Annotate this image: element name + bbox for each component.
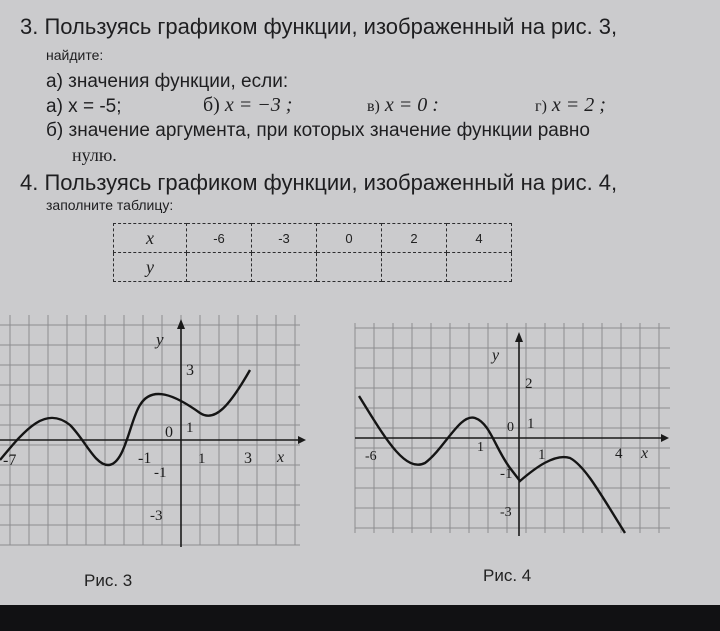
table-header-x: x — [114, 224, 187, 253]
table-cell-empty — [447, 253, 512, 282]
task3-part-a: а) значения функции, если: — [46, 71, 289, 92]
task3-item-d — [535, 94, 606, 117]
fig3-curve — [0, 370, 250, 465]
fig4-label-x: x — [641, 445, 649, 462]
fig4-label-yneg1: -1 — [500, 466, 513, 482]
task3-item-c-label: в) — [367, 98, 380, 115]
table-cell-empty — [382, 253, 447, 282]
task3-item-d-value: x = 2 ; — [551, 94, 606, 116]
task3-part-b-cont: нулю. — [72, 145, 117, 165]
task3-item-a: а) x = -5; — [46, 96, 122, 117]
value-table — [113, 223, 512, 282]
fig3-label-x-neg1: -1 — [138, 450, 152, 467]
table-cell: 4 — [447, 224, 512, 253]
fig4-curve — [359, 396, 625, 533]
fig4-caption: Рис. 4 — [483, 566, 532, 585]
fig4-label-x1: 1 — [538, 447, 546, 463]
table-cell: -3 — [252, 224, 317, 253]
table-cell-empty — [317, 253, 382, 282]
fig4-label-x-neg6: -6 — [365, 449, 377, 464]
fig4-label-origin: 0 — [507, 420, 514, 435]
fig3-label-x3: 3 — [244, 450, 252, 467]
table-cell-empty — [252, 253, 317, 282]
task3-item-b-value: x = −3 ; — [224, 94, 293, 116]
fig4-label-x-neg1: 1 — [477, 440, 484, 455]
task3-instruction: найдите: — [46, 47, 104, 63]
task3-item-c — [367, 94, 439, 117]
table-row-x — [114, 224, 512, 253]
fig3-label-x1: 1 — [198, 451, 206, 467]
table-header-y: y — [114, 253, 187, 282]
fig3-label-yneg3: -3 — [150, 508, 163, 524]
task3-item-d-label: г) — [535, 98, 547, 115]
fig4-label-y: y — [492, 347, 500, 364]
table-cell: 2 — [382, 224, 447, 253]
task3-heading: 3. Пользуясь графиком функции, изображенный на рис. 3, — [20, 14, 618, 39]
figure-4-graph — [345, 318, 675, 548]
fig3-label-x: x — [277, 449, 285, 466]
fig3-label-x-neg7: -7 — [3, 452, 17, 469]
table-cell: 0 — [317, 224, 382, 253]
fig4-y-arrow — [515, 332, 523, 342]
task3-item-b-label: б) — [203, 94, 220, 116]
fig3-label-yneg1: -1 — [154, 465, 167, 481]
table-cell: -6 — [187, 224, 252, 253]
fig3-x-arrow — [298, 436, 306, 444]
fig4-label-y1: 1 — [527, 416, 535, 432]
fig3-label-y: y — [156, 330, 164, 349]
task4-heading: 4. Пользуясь графиком функции, изображенный на рис. 4, — [20, 170, 618, 195]
task3-item-c-value: x = 0 : — [384, 94, 439, 116]
task4-instruction: заполните таблицу: — [46, 197, 174, 213]
fig4-x-arrow — [661, 434, 669, 442]
fig3-caption: Рис. 3 — [84, 571, 133, 590]
fig4-label-yneg3: -3 — [500, 505, 512, 520]
fig3-y-arrow — [177, 319, 185, 329]
fig3-label-y1: 1 — [186, 420, 194, 436]
table-row-y — [114, 253, 512, 282]
fig3-label-3: 3 — [186, 362, 194, 379]
figure-3-graph — [0, 305, 310, 555]
task3-part-b: б) значение аргумента, при которых значение функции равно — [46, 120, 590, 141]
task3-item-b — [203, 94, 292, 117]
bottom-dark-bar — [0, 605, 720, 631]
fig4-label-2: 2 — [525, 376, 533, 392]
table-cell-empty — [187, 253, 252, 282]
fig3-label-origin: 0 — [165, 424, 173, 441]
fig4-label-x4: 4 — [615, 446, 623, 462]
